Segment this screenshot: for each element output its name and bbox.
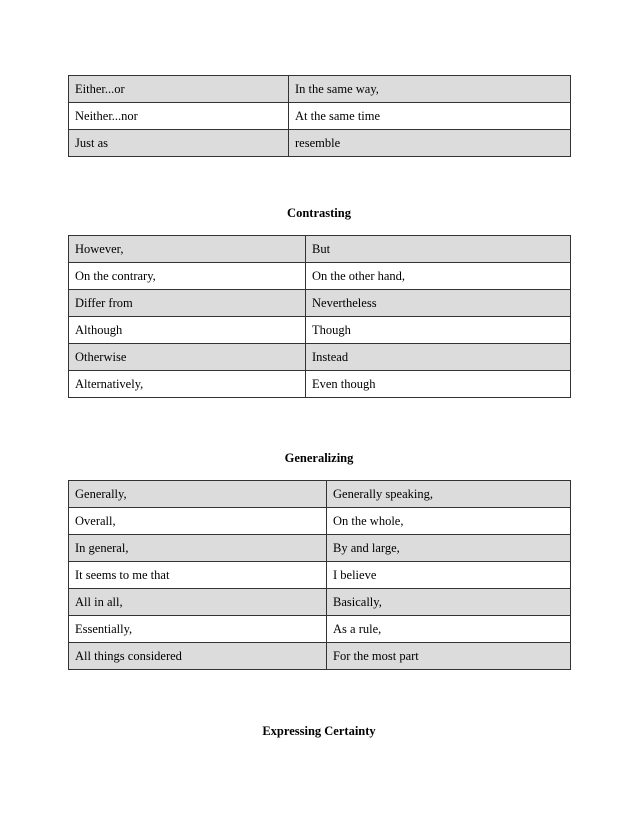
- table-cell: Overall,: [69, 508, 327, 535]
- table-cell: Basically,: [327, 589, 571, 616]
- table-row: [69, 290, 571, 317]
- table-row: [69, 76, 571, 103]
- table-row: [69, 236, 571, 263]
- table-row: [69, 371, 571, 398]
- table-cell: Generally,: [69, 481, 327, 508]
- table-cell: Otherwise: [69, 344, 306, 371]
- table-row: [69, 562, 571, 589]
- table-cell: Though: [306, 317, 571, 344]
- table-row: [69, 535, 571, 562]
- table-cell: On the whole,: [327, 508, 571, 535]
- table-row: [69, 643, 571, 670]
- table-row: [69, 616, 571, 643]
- table-cell: On the other hand,: [306, 263, 571, 290]
- table-cell: resemble: [289, 130, 571, 157]
- table-cell: I believe: [327, 562, 571, 589]
- table-cell: Neither...nor: [69, 103, 289, 130]
- table-cell: By and large,: [327, 535, 571, 562]
- table-cell: Either...or: [69, 76, 289, 103]
- generalizing-table: [68, 480, 571, 670]
- table-cell: In general,: [69, 535, 327, 562]
- table-row: [69, 263, 571, 290]
- table-row: [69, 589, 571, 616]
- table-cell: All things considered: [69, 643, 327, 670]
- table-row: [69, 481, 571, 508]
- table-row: [69, 344, 571, 371]
- table-cell: Nevertheless: [306, 290, 571, 317]
- table-cell: Although: [69, 317, 306, 344]
- contrasting-table: [68, 235, 571, 398]
- table-cell: But: [306, 236, 571, 263]
- similarity-table: [68, 75, 571, 157]
- table-cell: On the contrary,: [69, 263, 306, 290]
- table-row: [69, 130, 571, 157]
- table-row: [69, 317, 571, 344]
- table-cell: It seems to me that: [69, 562, 327, 589]
- table-cell: Just as: [69, 130, 289, 157]
- table-cell: In the same way,: [289, 76, 571, 103]
- table-row: [69, 508, 571, 535]
- table-cell: Differ from: [69, 290, 306, 317]
- table-cell: However,: [69, 236, 306, 263]
- table-cell: At the same time: [289, 103, 571, 130]
- table-cell: All in all,: [69, 589, 327, 616]
- table-cell: Even though: [306, 371, 571, 398]
- table-cell: For the most part: [327, 643, 571, 670]
- expressing-certainty-heading: Expressing Certainty: [262, 724, 376, 738]
- table-cell: Generally speaking,: [327, 481, 571, 508]
- generalizing-heading: Generalizing: [284, 451, 354, 465]
- contrasting-heading: Contrasting: [287, 206, 351, 220]
- table-cell: Essentially,: [69, 616, 327, 643]
- table-row: [69, 103, 571, 130]
- table-cell: As a rule,: [327, 616, 571, 643]
- table-cell: Instead: [306, 344, 571, 371]
- table-cell: Alternatively,: [69, 371, 306, 398]
